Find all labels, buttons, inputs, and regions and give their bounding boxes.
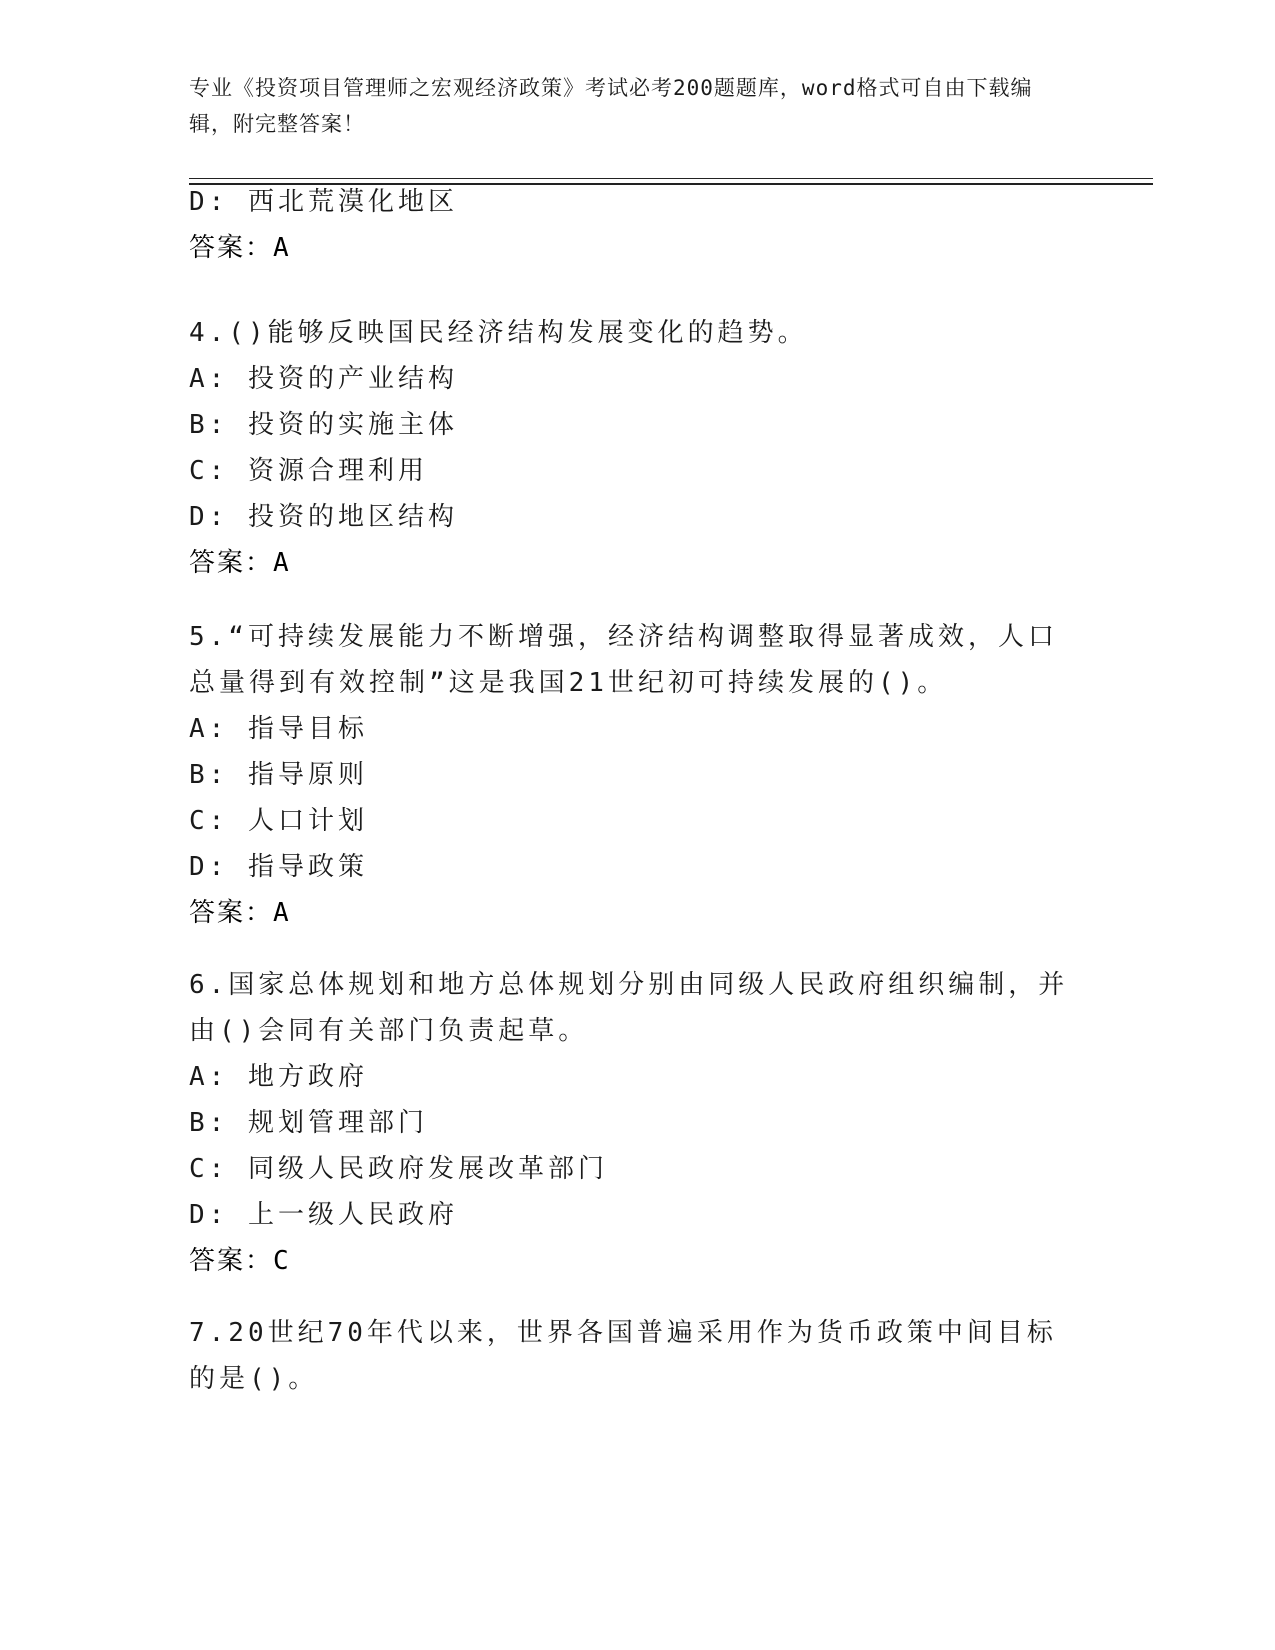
answer-line [189,540,1089,586]
answer-value: C [273,1246,291,1276]
question-4 [189,310,1089,586]
option-b: B: 规划管理部门 [189,1108,428,1138]
answer-label: 答案： [189,898,274,928]
question-stem: 4.()能够反映国民经济结构发展变化的趋势。 [189,318,808,348]
option-d: D: 指导政策 [189,852,368,882]
question-6 [189,962,1089,1284]
question-stem: 6.国家总体规划和地方总体规划分别由同级人民政府组织编制，并由()会同有关部门负责起草。 [189,970,1069,1046]
option-a: A: 地方政府 [189,1062,368,1092]
option-b: B: 指导原则 [189,760,368,790]
option-c: C: 同级人民政府发展改革部门 [189,1154,608,1184]
question-stem: 5.“可持续发展能力不断增强，经济结构调整取得显著成效，人口总量得到有效控制”这是我国21世纪初可持续发展的()。 [189,622,1058,698]
answer-line [189,1238,1089,1284]
option-c: C: 资源合理利用 [189,456,428,486]
answer-line [189,890,1089,936]
answer-label: 答案： [189,548,274,578]
answer-value: A [273,898,291,928]
document-header: 专业《投资项目管理师之宏观经济政策》考试必考200题题库，word格式可自由下载编辑，附完整答案！ [189,76,1033,136]
option-b: B: 投资的实施主体 [189,410,458,440]
answer-value: A [273,548,291,578]
question-3-tail [189,179,1089,271]
option-a: A: 指导目标 [189,714,368,744]
answer-label: 答案： [189,1246,274,1276]
option-d: D: 上一级人民政府 [189,1200,458,1230]
question-5 [189,614,1089,936]
question-stem: 7.20世纪70年代以来，世界各国普遍采用作为货币政策中间目标的是()。 [189,1318,1057,1394]
option-a: A: 投资的产业结构 [189,364,458,394]
answer-label: 答案： [189,233,274,263]
option-c: C: 人口计划 [189,806,368,836]
answer-value: A [273,233,291,263]
question-7 [189,1310,1089,1402]
answer-line [189,225,1089,271]
option-d: D: 投资的地区结构 [189,502,458,532]
option-d: D: 西北荒漠化地区 [189,187,458,217]
